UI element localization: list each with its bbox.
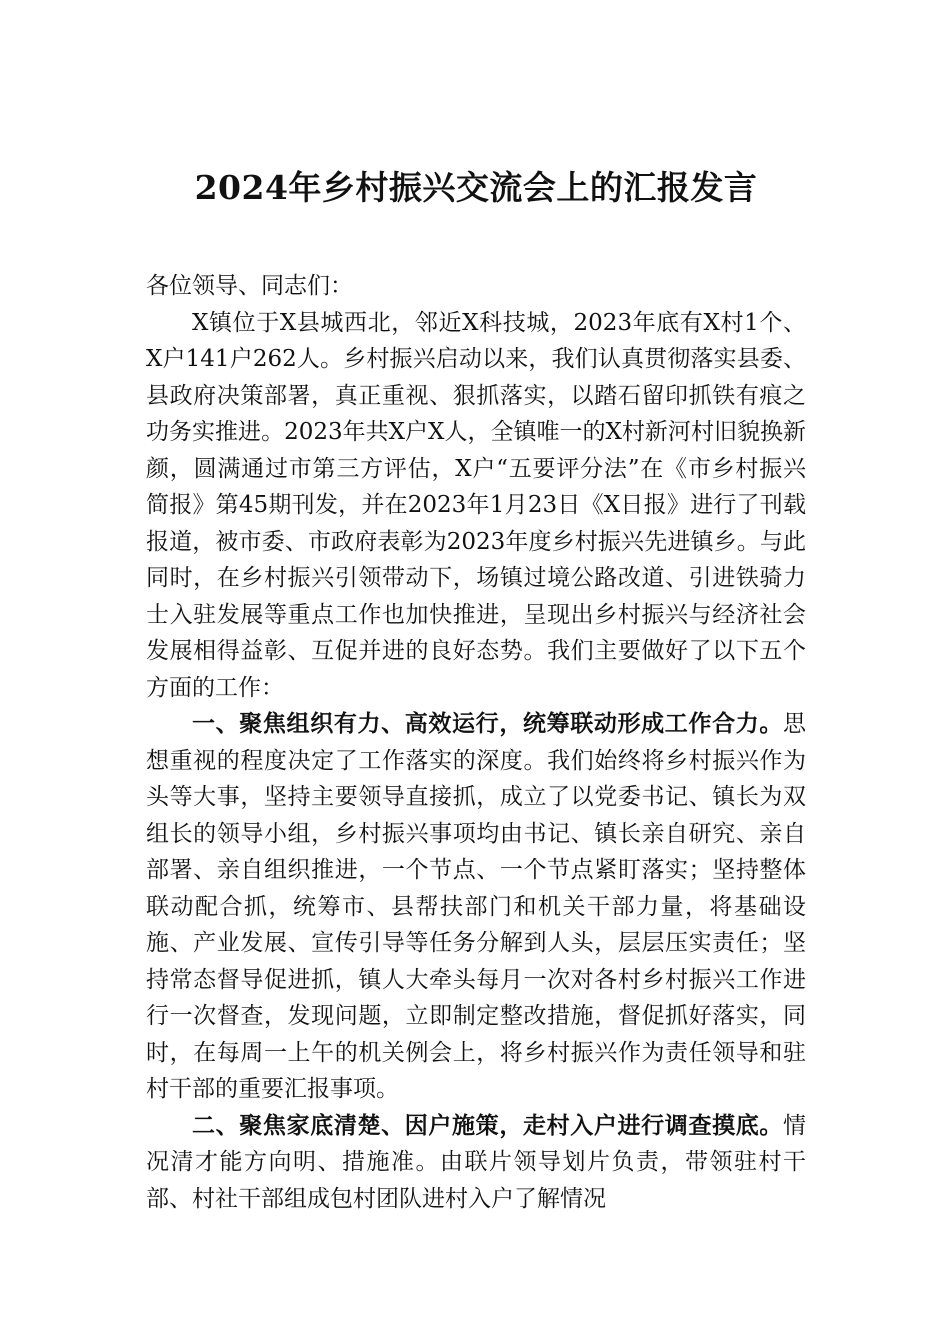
salutation: 各位领导、同志们： xyxy=(146,273,353,299)
document-page xyxy=(146,160,806,1217)
document-title: 2024年乡村振兴交流会上的汇报发言 xyxy=(194,168,758,207)
paragraph-section-2 xyxy=(146,1108,806,1218)
section-2-text: 情况清才能方向明、措施准。由联片领导划片负责，带领驻村干部、村社干部组成包村团队进村入户了解情况 xyxy=(146,1112,806,1212)
paragraph-section-1 xyxy=(146,706,806,1108)
section-1-heading: 一、聚焦组织有力、高效运行，统筹联动形成工作合力。 xyxy=(192,711,783,737)
paragraph-intro-text: X镇位于X县城西北，邻近X科技城，2023年底有X村1个、X户141户262人。乡村振兴启动以来，我们认真贯彻落实县委、县政府决策部署，真正重视、狠抓落实，以踏石留印抓铁有痕之功务实推进。2023年共X户X人，全镇唯一的X村新河村旧貌换新颜，圆满通过市第三方评估，X户“五要评分法”在《市乡村振兴简报》第45期刊发，并在2023年1月23日《X日报》进行了刊载报道，被市委、市政府表彰为2023年度乡村振兴先进镇乡。与此同时，在乡村振兴引领带动下，场镇过境公路改道、引进铁骑力士入驻发展等重点工作也加快推进，呈现出乡村振兴与经济社会发展相得益彰、互促并进的良好态势。我们主要做好了以下五个方面的工作： xyxy=(146,309,806,701)
section-1-text: 思想重视的程度决定了工作落实的深度。我们始终将乡村振兴作为头等大事，坚持主要领导直接抓，成立了以党委书记、镇长为双组长的领导小组，乡村振兴事项均由书记、镇长亲自研究、亲自部署、亲自组织推进，一个节点、一个节点紧盯落实；坚持整体联动配合抓，统筹市、县帮扶部门和机关干部力量，将基础设施、产业发展、宣传引导等任务分解到人头，层层压实责任；坚持常态督导促进抓，镇人大牵头每月一次对各村乡村振兴工作进行一次督查，发现问题，立即制定整改措施，督促抓好落实，同时，在每周一上午的机关例会上，将乡村振兴作为责任领导和驻村干部的重要汇报事项。 xyxy=(146,711,806,1102)
section-2-heading: 二、聚焦家底清楚、因户施策，走村入户进行调查摸底。 xyxy=(192,1112,783,1139)
paragraph-intro xyxy=(146,305,806,707)
